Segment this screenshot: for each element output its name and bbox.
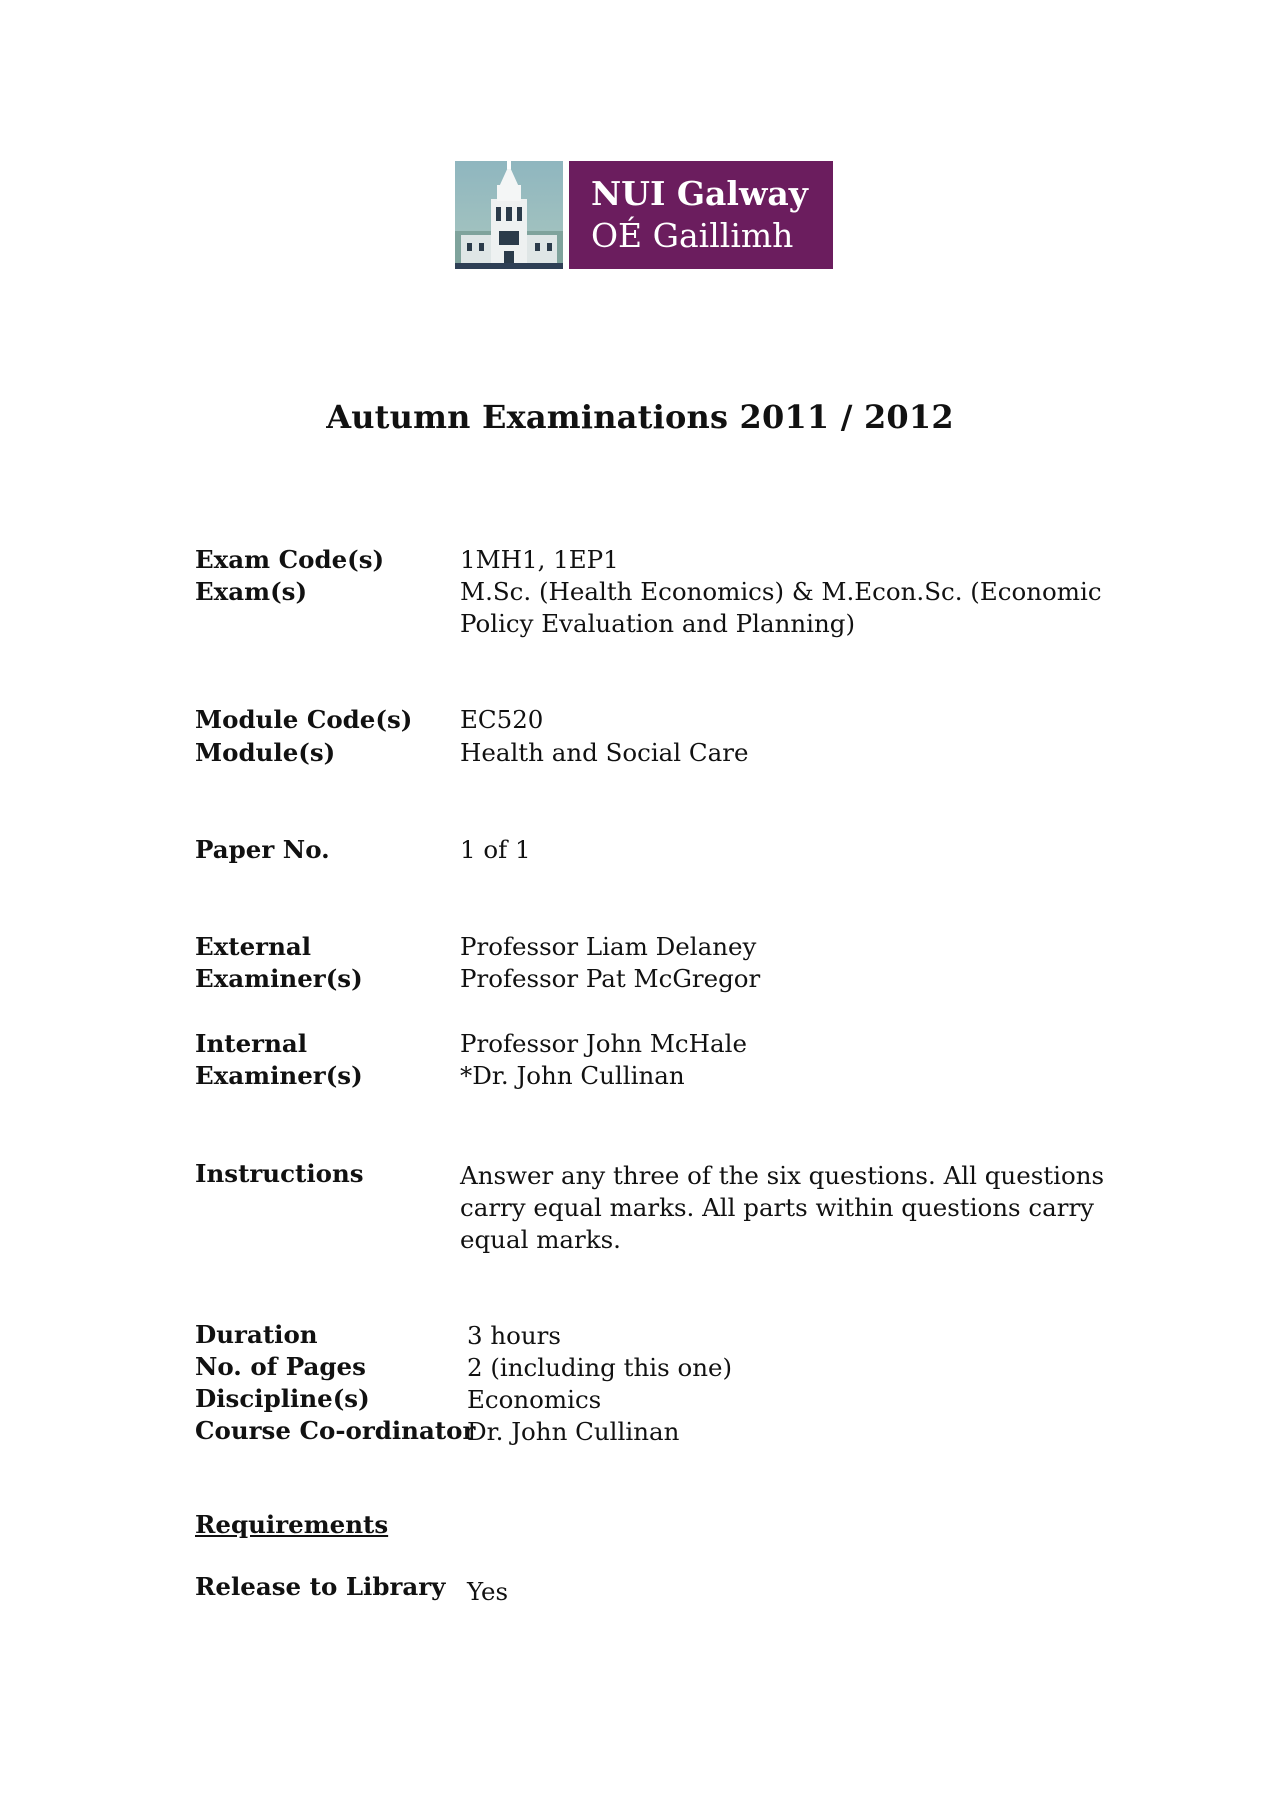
module-code-label: Module Code(s) [195, 705, 413, 734]
exam-code-label: Exam Code(s) [195, 545, 385, 574]
internal-examiner-1: Professor John McHale [460, 1029, 747, 1058]
release-to-library-value: Yes [467, 1577, 509, 1606]
instructions-label: Instructions [195, 1159, 364, 1188]
discipline-value: Economics [467, 1385, 602, 1414]
logo-line-english: NUI Galway [591, 174, 808, 213]
paper-number-label: Paper No. [195, 835, 330, 864]
internal-examiner-label-line1: Internal [195, 1029, 308, 1058]
page-title: Autumn Examinations 2011 / 2012 [326, 398, 954, 436]
paper-number-value: 1 of 1 [460, 835, 531, 864]
instructions-line3: equal marks. [460, 1225, 621, 1254]
instructions-line2: carry equal marks. All parts within questions carry [460, 1193, 1095, 1222]
external-examiner-2: Professor Pat McGregor [460, 964, 761, 993]
coordinator-label: Course Co-ordinator [195, 1416, 476, 1445]
requirements-heading: Requirements [195, 1510, 389, 1539]
module-name-label: Module(s) [195, 738, 336, 767]
university-logo [455, 161, 833, 269]
logo-line-irish: OÉ Gaillimh [591, 216, 794, 255]
exam-code-value: 1MH1, 1EP1 [460, 545, 619, 574]
release-to-library-label: Release to Library [195, 1572, 446, 1601]
exam-name-line1: M.Sc. (Health Economics) & M.Econ.Sc. (Economic [460, 577, 1102, 606]
pages-label: No. of Pages [195, 1352, 366, 1381]
duration-value: 3 hours [467, 1321, 561, 1350]
discipline-label: Discipline(s) [195, 1384, 370, 1413]
exam-name-label: Exam(s) [195, 577, 308, 606]
coordinator-value: Dr. John Cullinan [467, 1417, 680, 1446]
quadrangle-tower-icon [455, 161, 563, 269]
logo-wordmark [569, 161, 833, 269]
external-examiner-label-line2: Examiner(s) [195, 964, 363, 993]
internal-examiner-2: *Dr. John Cullinan [460, 1061, 685, 1090]
internal-examiner-label-line2: Examiner(s) [195, 1061, 363, 1090]
instructions-line1: Answer any three of the six questions. All questions [460, 1161, 1105, 1190]
pages-value: 2 (including this one) [467, 1353, 733, 1382]
duration-label: Duration [195, 1320, 318, 1349]
exam-name-line2: Policy Evaluation and Planning) [460, 609, 856, 638]
module-code-value: EC520 [460, 705, 544, 734]
external-examiner-1: Professor Liam Delaney [460, 932, 757, 961]
external-examiner-label-line1: External [195, 932, 312, 961]
module-name-value: Health and Social Care [460, 738, 749, 767]
